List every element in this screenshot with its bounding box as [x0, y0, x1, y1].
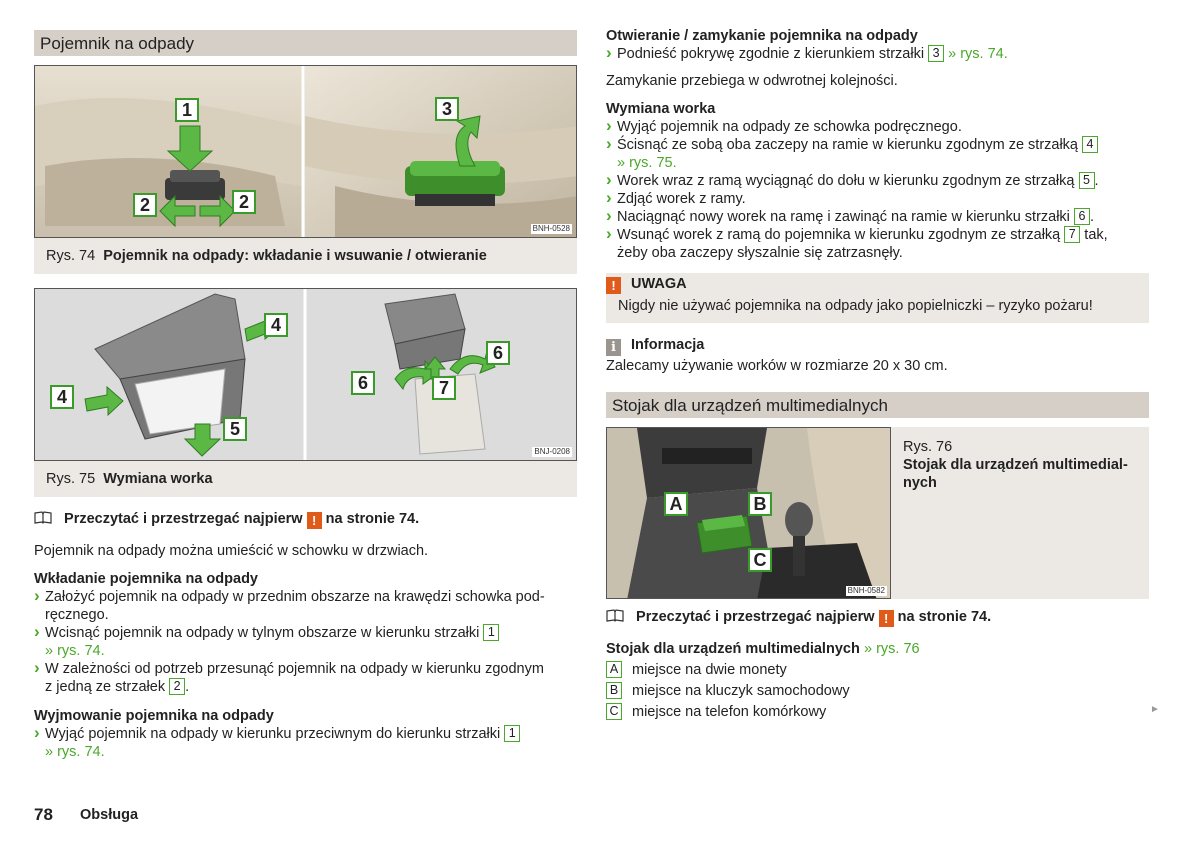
info-text: Zalecamy używanie worków w rozmiarze 20 x 30 cm. [606, 358, 948, 374]
fig74-label-1: 1 [175, 98, 199, 122]
warning-icon: ! [307, 512, 322, 529]
arrow-ref-badge: 2 [169, 678, 185, 695]
bag-step-1: › Wyjąć pojemnik na odpady ze schowka podręcznego. [606, 118, 1149, 136]
fig75-label-4a: 4 [264, 313, 288, 337]
figure-75-illustration [35, 289, 577, 461]
figure-link[interactable]: » rys. 76 [863, 641, 920, 657]
warning-box [606, 273, 1149, 323]
close-note: Zamykanie przebiega w odwrotnej kolejności. [606, 73, 898, 89]
figure-74-illustration [35, 66, 577, 238]
arrow-ref-badge: 1 [504, 725, 520, 742]
warning-text: Nigdy nie używać pojemnika na odpady jako popielniczki – ryzyko pożaru! [618, 298, 1093, 314]
fig75-label-4b: 4 [50, 385, 74, 409]
fig74-caption-num: Rys. 74 [46, 248, 96, 264]
read-first-note-left: Przeczytać i przestrzegać najpierw ! na stronie 74. [34, 510, 577, 529]
fig76-label-C: C [748, 548, 772, 572]
figure-link[interactable]: » rys. 74. [45, 643, 105, 659]
insert-step-3: › W zależności od potrzeb przesunąć pojemnik na odpady w kierunku zgodnym z jedną ze strzałek 2 . [34, 660, 577, 696]
figure-74-caption [34, 238, 577, 274]
open-heading: Otwieranie / zamykanie pojemnika na odpady [606, 28, 918, 44]
fig74-label-2b: 2 [232, 190, 256, 214]
remove-list [34, 725, 577, 761]
arrow-ref-badge: 3 [928, 45, 944, 62]
insert-list [34, 588, 577, 696]
arrow-ref-badge: 5 [1079, 172, 1095, 189]
arrow-ref-badge: 4 [1082, 136, 1098, 153]
bag-list [606, 118, 1149, 262]
fig74-label-3: 3 [435, 97, 459, 121]
bag-step-6: › Wsunąć worek z ramą do pojemnika w kierunku zgodnym ze strzałką 7 tak, żeby oba zaczepy słyszalnie się zatrzasnęły. [606, 226, 1149, 262]
fig74-label-2a: 2 [133, 193, 157, 217]
footer-section: Obsługa [80, 807, 139, 823]
fig75-label-5: 5 [223, 417, 247, 441]
insert-heading: Wkładanie pojemnika na odpady [34, 571, 258, 587]
book-icon [34, 511, 52, 524]
section-title-media-stand: Stojak dla urządzeń multimedialnych [606, 392, 1149, 418]
bag-heading: Wymiana worka [606, 101, 716, 117]
figure-75-caption [34, 461, 577, 497]
stand-heading-row [606, 640, 920, 658]
book-icon [606, 609, 624, 622]
fig75-caption-num: Rys. 75 [46, 471, 96, 487]
figure-75-image [34, 288, 577, 461]
figure-link[interactable]: » rys. 74. [45, 744, 105, 760]
info-title: Informacja [631, 337, 705, 353]
fig74-caption-text: Pojemnik na odpady: wkładanie i wsuwanie / otwieranie [103, 248, 487, 264]
fig74-code: BNH-0528 [532, 224, 570, 233]
remove-heading: Wyjmowanie pojemnika na odpady [34, 708, 274, 724]
legend-item-B: B miejsce na kluczyk samochodowy [606, 681, 1149, 702]
fig75-code: BNJ-0208 [534, 447, 570, 456]
bag-step-4: › Zdjąć worek z ramy. [606, 190, 1149, 208]
warning-title: UWAGA [631, 276, 687, 292]
warning-title-row [606, 275, 687, 294]
info-title-row [606, 336, 704, 356]
figure-76-image [606, 427, 891, 599]
stand-heading: Stojak dla urządzeń multimedialnych [606, 641, 860, 657]
bag-step-5: › Naciągnąć nowy worek na ramę i zawinąć na ramie w kierunku strzałki 6 . [606, 208, 1149, 226]
arrow-ref-badge: 6 [1074, 208, 1090, 225]
info-icon: i [606, 339, 621, 356]
fig75-label-6b: 6 [351, 371, 375, 395]
arrow-ref-badge: 7 [1064, 226, 1080, 243]
read-first-note-right: Przeczytać i przestrzegać najpierw ! na stronie 74. [606, 608, 1149, 627]
fig76-label-B: B [748, 492, 772, 516]
figure-76-panel [606, 427, 1149, 599]
warning-icon: ! [879, 610, 894, 627]
fig76-caption-num: Rys. 76 [903, 439, 953, 455]
bag-step-2: › Ścisnąć ze sobą oba zaczepy na ramie w kierunku zgodnym ze strzałką 4 » rys. 75. [606, 136, 1149, 172]
fig76-code: BNH-0582 [847, 586, 885, 595]
next-page-icon[interactable]: ► [1150, 704, 1160, 715]
legend-item-C: C miejsce na telefon komórkowy [606, 702, 1149, 723]
fig76-label-A: A [664, 492, 688, 516]
fig76-caption-line2: nych [903, 475, 937, 491]
fig75-caption-text: Wymiana worka [103, 471, 213, 487]
arrow-ref-badge: 1 [483, 624, 499, 641]
open-step-1: › Podnieść pokrywę zgodnie z kierunkiem strzałki 3 » rys. 74. [606, 45, 1149, 63]
bag-step-3: › Worek wraz z ramą wyciągnąć do dołu w kierunku zgodnym ze strzałką 5 . [606, 172, 1149, 190]
open-list [606, 45, 1149, 63]
fig75-label-6a: 6 [486, 341, 510, 365]
fig75-label-7: 7 [432, 376, 456, 400]
legend-item-A: A miejsce na dwie monety [606, 660, 1149, 681]
intro-text: Pojemnik na odpady można umieścić w schowku w drzwiach. [34, 543, 429, 559]
figure-74-image [34, 65, 577, 238]
figure-link[interactable]: » rys. 74. [948, 46, 1008, 62]
stand-legend [606, 660, 1149, 723]
insert-step-2: › Wcisnąć pojemnik na odpady w tylnym obszarze w kierunku strzałki 1 » rys. 74. [34, 624, 577, 660]
remove-step-1: › Wyjąć pojemnik na odpady w kierunku przeciwnym do kierunku strzałki 1 » rys. 74. [34, 725, 577, 761]
insert-step-1: › Założyć pojemnik na odpady w przednim obszarze na krawędzi schowka pod- ręcznego. [34, 588, 577, 624]
warning-icon: ! [606, 277, 621, 294]
page-number: 78 [34, 805, 53, 824]
section-title-waste-bin: Pojemnik na odpady [34, 30, 577, 56]
figure-link[interactable]: » rys. 75. [617, 155, 677, 171]
fig76-caption-line1: Stojak dla urządzeń multimedial- [903, 457, 1128, 473]
